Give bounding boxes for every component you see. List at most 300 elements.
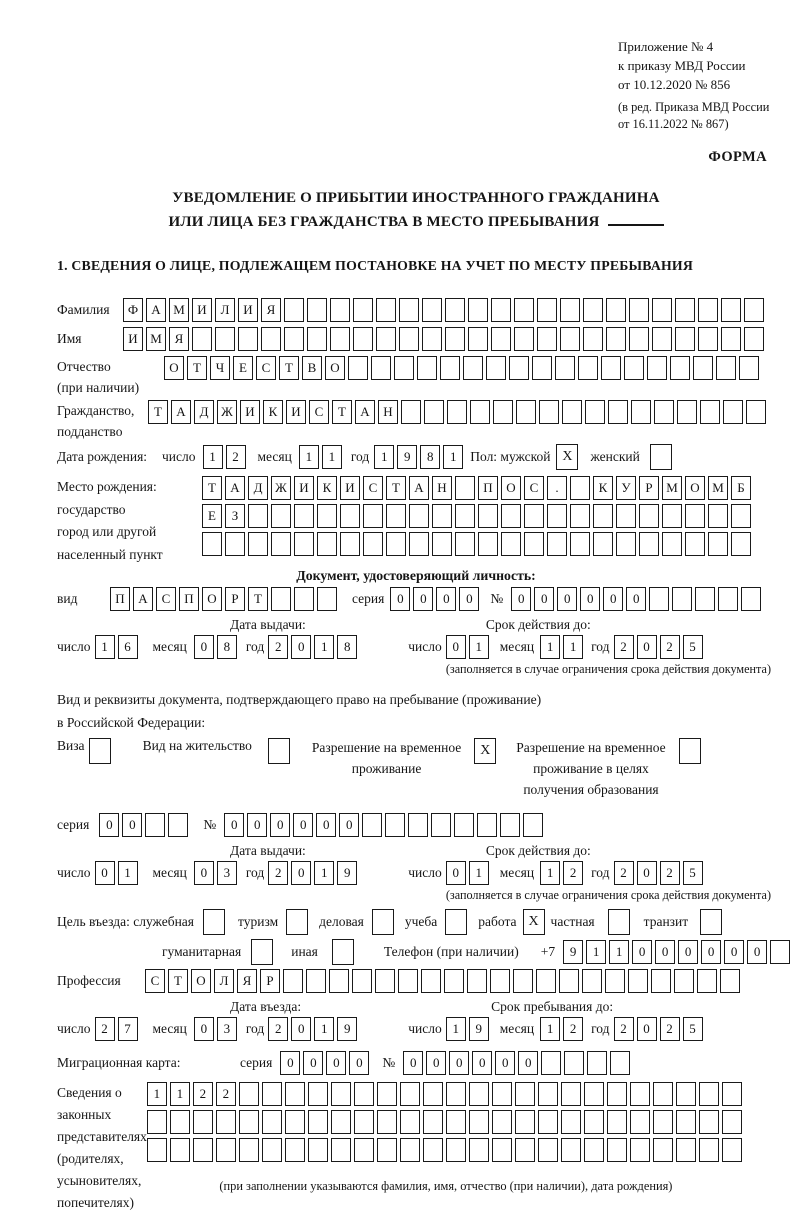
form-cell[interactable]: 2 <box>193 1082 213 1106</box>
form-cell[interactable] <box>639 504 659 528</box>
form-cell[interactable] <box>718 587 738 611</box>
form-cell[interactable]: А <box>355 400 375 424</box>
form-cell[interactable] <box>628 969 648 993</box>
form-cell[interactable]: 1 <box>563 635 583 659</box>
form-cell[interactable] <box>584 1082 604 1106</box>
form-cell[interactable] <box>329 969 349 993</box>
form-cell[interactable] <box>284 327 304 351</box>
form-cell[interactable] <box>377 1082 397 1106</box>
form-cell[interactable]: 0 <box>280 1051 300 1075</box>
form-cell[interactable] <box>261 327 281 351</box>
form-cell[interactable] <box>559 969 579 993</box>
form-cell[interactable]: Я <box>237 969 257 993</box>
form-cell[interactable]: 1 <box>314 861 334 885</box>
visa-checkbox[interactable] <box>89 738 111 764</box>
form-cell[interactable]: Е <box>233 356 253 380</box>
form-cell[interactable] <box>444 969 464 993</box>
form-cell[interactable]: С <box>145 969 165 993</box>
form-cell[interactable] <box>570 532 590 556</box>
form-cell[interactable]: 8 <box>420 445 440 469</box>
form-cell[interactable]: 0 <box>449 1051 469 1075</box>
form-cell[interactable] <box>354 1138 374 1162</box>
form-cell[interactable]: З <box>225 504 245 528</box>
form-cell[interactable] <box>647 356 667 380</box>
form-cell[interactable] <box>570 504 590 528</box>
form-cell[interactable] <box>731 532 751 556</box>
form-cell[interactable]: 0 <box>603 587 623 611</box>
form-cell[interactable]: 1 <box>299 445 319 469</box>
form-cell[interactable] <box>770 940 790 964</box>
form-cell[interactable] <box>515 1082 535 1106</box>
form-cell[interactable]: 0 <box>472 1051 492 1075</box>
form-cell[interactable]: Н <box>432 476 452 500</box>
form-cell[interactable] <box>523 813 543 837</box>
form-cell[interactable] <box>739 356 759 380</box>
form-cell[interactable]: Т <box>168 969 188 993</box>
form-cell[interactable] <box>354 1110 374 1134</box>
form-cell[interactable] <box>423 1082 443 1106</box>
form-cell[interactable] <box>478 532 498 556</box>
form-cell[interactable] <box>239 1082 259 1106</box>
form-cell[interactable]: А <box>409 476 429 500</box>
form-cell[interactable]: 5 <box>683 861 703 885</box>
form-cell[interactable] <box>722 1082 742 1106</box>
form-cell[interactable]: 1 <box>374 445 394 469</box>
form-cell[interactable]: 9 <box>563 940 583 964</box>
form-cell[interactable]: 0 <box>293 813 313 837</box>
form-cell[interactable] <box>147 1138 167 1162</box>
form-cell[interactable] <box>651 969 671 993</box>
form-cell[interactable]: 2 <box>614 635 634 659</box>
purpose-study-checkbox[interactable] <box>445 909 467 935</box>
form-cell[interactable] <box>601 356 621 380</box>
form-cell[interactable]: М <box>662 476 682 500</box>
form-cell[interactable] <box>417 356 437 380</box>
form-cell[interactable] <box>170 1138 190 1162</box>
form-cell[interactable]: 0 <box>724 940 744 964</box>
form-cell[interactable]: 2 <box>95 1017 115 1041</box>
form-cell[interactable] <box>514 298 534 322</box>
form-cell[interactable]: 0 <box>95 861 115 885</box>
form-cell[interactable] <box>408 813 428 837</box>
form-cell[interactable]: 0 <box>655 940 675 964</box>
rvp-edu-checkbox[interactable] <box>679 738 701 764</box>
form-cell[interactable] <box>490 969 510 993</box>
form-cell[interactable]: Т <box>332 400 352 424</box>
form-cell[interactable] <box>170 1110 190 1134</box>
form-cell[interactable] <box>354 1082 374 1106</box>
form-cell[interactable] <box>248 504 268 528</box>
form-cell[interactable] <box>331 1138 351 1162</box>
form-cell[interactable] <box>670 356 690 380</box>
form-cell[interactable] <box>424 400 444 424</box>
form-cell[interactable]: 0 <box>678 940 698 964</box>
form-cell[interactable] <box>708 504 728 528</box>
form-cell[interactable] <box>317 532 337 556</box>
form-cell[interactable]: М <box>708 476 728 500</box>
form-cell[interactable]: 0 <box>557 587 577 611</box>
form-cell[interactable] <box>744 327 764 351</box>
form-cell[interactable] <box>469 1138 489 1162</box>
form-cell[interactable] <box>539 400 559 424</box>
form-cell[interactable] <box>470 400 490 424</box>
form-cell[interactable] <box>653 1110 673 1134</box>
form-cell[interactable] <box>593 532 613 556</box>
form-cell[interactable] <box>192 327 212 351</box>
form-cell[interactable]: Ч <box>210 356 230 380</box>
form-cell[interactable]: А <box>225 476 245 500</box>
form-cell[interactable] <box>469 1082 489 1106</box>
form-cell[interactable]: 0 <box>99 813 119 837</box>
form-cell[interactable] <box>677 400 697 424</box>
form-cell[interactable]: 0 <box>426 1051 446 1075</box>
form-cell[interactable]: К <box>263 400 283 424</box>
form-cell[interactable]: Т <box>202 476 222 500</box>
form-cell[interactable] <box>515 1138 535 1162</box>
form-cell[interactable]: 0 <box>122 813 142 837</box>
form-cell[interactable]: И <box>294 476 314 500</box>
form-cell[interactable]: В <box>302 356 322 380</box>
form-cell[interactable] <box>501 532 521 556</box>
form-cell[interactable]: П <box>110 587 130 611</box>
form-cell[interactable] <box>446 1082 466 1106</box>
form-cell[interactable] <box>362 813 382 837</box>
form-cell[interactable] <box>399 298 419 322</box>
form-cell[interactable]: 2 <box>268 1017 288 1041</box>
form-cell[interactable] <box>723 400 743 424</box>
form-cell[interactable] <box>306 969 326 993</box>
form-cell[interactable] <box>685 532 705 556</box>
form-cell[interactable] <box>371 356 391 380</box>
form-cell[interactable]: 0 <box>247 813 267 837</box>
form-cell[interactable]: 0 <box>626 587 646 611</box>
form-cell[interactable] <box>700 400 720 424</box>
form-cell[interactable]: 0 <box>701 940 721 964</box>
form-cell[interactable] <box>193 1110 213 1134</box>
form-cell[interactable] <box>363 504 383 528</box>
form-cell[interactable]: 9 <box>337 861 357 885</box>
form-cell[interactable] <box>225 532 245 556</box>
form-cell[interactable] <box>560 327 580 351</box>
form-cell[interactable]: 3 <box>217 1017 237 1041</box>
form-cell[interactable] <box>537 327 557 351</box>
form-cell[interactable]: О <box>164 356 184 380</box>
form-cell[interactable] <box>340 532 360 556</box>
form-cell[interactable]: С <box>524 476 544 500</box>
form-cell[interactable]: Т <box>279 356 299 380</box>
form-cell[interactable]: 1 <box>203 445 223 469</box>
form-cell[interactable] <box>685 504 705 528</box>
form-cell[interactable] <box>376 298 396 322</box>
form-cell[interactable]: 1 <box>95 635 115 659</box>
form-cell[interactable] <box>547 532 567 556</box>
form-cell[interactable]: 0 <box>632 940 652 964</box>
form-cell[interactable] <box>662 532 682 556</box>
form-cell[interactable] <box>375 969 395 993</box>
purpose-official-checkbox[interactable] <box>203 909 225 935</box>
form-cell[interactable] <box>582 969 602 993</box>
form-cell[interactable] <box>606 327 626 351</box>
form-cell[interactable]: 9 <box>337 1017 357 1041</box>
form-cell[interactable] <box>639 532 659 556</box>
form-cell[interactable] <box>515 1110 535 1134</box>
form-cell[interactable] <box>317 504 337 528</box>
form-cell[interactable] <box>307 327 327 351</box>
form-cell[interactable]: Л <box>215 298 235 322</box>
form-cell[interactable]: 9 <box>469 1017 489 1041</box>
form-cell[interactable] <box>584 1110 604 1134</box>
form-cell[interactable]: 2 <box>614 1017 634 1041</box>
form-cell[interactable]: 5 <box>683 635 703 659</box>
form-cell[interactable] <box>699 1138 719 1162</box>
form-cell[interactable] <box>423 1138 443 1162</box>
form-cell[interactable] <box>562 400 582 424</box>
form-cell[interactable]: 0 <box>291 1017 311 1041</box>
form-cell[interactable] <box>631 400 651 424</box>
form-cell[interactable]: И <box>123 327 143 351</box>
form-cell[interactable]: 1 <box>609 940 629 964</box>
form-cell[interactable] <box>583 327 603 351</box>
form-cell[interactable] <box>516 400 536 424</box>
form-cell[interactable] <box>500 813 520 837</box>
form-cell[interactable] <box>168 813 188 837</box>
form-cell[interactable] <box>468 327 488 351</box>
form-cell[interactable]: О <box>202 587 222 611</box>
form-cell[interactable]: 0 <box>270 813 290 837</box>
form-cell[interactable]: 0 <box>316 813 336 837</box>
form-cell[interactable] <box>308 1082 328 1106</box>
form-cell[interactable]: 9 <box>397 445 417 469</box>
form-cell[interactable] <box>570 476 590 500</box>
form-cell[interactable]: И <box>286 400 306 424</box>
form-cell[interactable] <box>399 327 419 351</box>
form-cell[interactable]: 0 <box>413 587 433 611</box>
form-cell[interactable] <box>284 298 304 322</box>
form-cell[interactable]: 0 <box>339 813 359 837</box>
form-cell[interactable] <box>447 400 467 424</box>
form-cell[interactable] <box>455 504 475 528</box>
form-cell[interactable] <box>308 1138 328 1162</box>
form-cell[interactable] <box>676 1110 696 1134</box>
residence-permit-checkbox[interactable] <box>268 738 290 764</box>
form-cell[interactable]: 2 <box>563 1017 583 1041</box>
form-cell[interactable]: 0 <box>534 587 554 611</box>
form-cell[interactable] <box>654 400 674 424</box>
form-cell[interactable] <box>607 1082 627 1106</box>
form-cell[interactable] <box>720 969 740 993</box>
purpose-business-checkbox[interactable] <box>372 909 394 935</box>
form-cell[interactable]: 1 <box>322 445 342 469</box>
form-cell[interactable]: 1 <box>586 940 606 964</box>
form-cell[interactable] <box>422 327 442 351</box>
form-cell[interactable] <box>564 1051 584 1075</box>
form-cell[interactable]: Н <box>378 400 398 424</box>
form-cell[interactable]: Д <box>194 400 214 424</box>
form-cell[interactable]: Я <box>169 327 189 351</box>
form-cell[interactable] <box>537 298 557 322</box>
form-cell[interactable]: 0 <box>291 635 311 659</box>
form-cell[interactable]: 5 <box>683 1017 703 1041</box>
form-cell[interactable]: 0 <box>637 861 657 885</box>
form-cell[interactable] <box>400 1110 420 1134</box>
form-cell[interactable] <box>624 356 644 380</box>
form-cell[interactable]: С <box>363 476 383 500</box>
form-cell[interactable] <box>698 327 718 351</box>
form-cell[interactable] <box>607 1110 627 1134</box>
form-cell[interactable] <box>561 1082 581 1106</box>
form-cell[interactable] <box>662 504 682 528</box>
form-cell[interactable]: С <box>309 400 329 424</box>
form-cell[interactable]: 0 <box>637 635 657 659</box>
rvp-checkbox[interactable]: X <box>474 738 496 764</box>
form-cell[interactable] <box>583 298 603 322</box>
form-cell[interactable] <box>215 327 235 351</box>
form-cell[interactable] <box>653 1082 673 1106</box>
form-cell[interactable] <box>501 504 521 528</box>
form-cell[interactable]: С <box>156 587 176 611</box>
form-cell[interactable] <box>446 1138 466 1162</box>
form-cell[interactable] <box>538 1138 558 1162</box>
form-cell[interactable]: А <box>146 298 166 322</box>
form-cell[interactable] <box>331 1110 351 1134</box>
form-cell[interactable]: И <box>192 298 212 322</box>
form-cell[interactable] <box>409 504 429 528</box>
form-cell[interactable] <box>699 1110 719 1134</box>
form-cell[interactable] <box>421 969 441 993</box>
form-cell[interactable]: 0 <box>518 1051 538 1075</box>
form-cell[interactable]: 0 <box>446 861 466 885</box>
form-cell[interactable] <box>493 400 513 424</box>
form-cell[interactable] <box>285 1110 305 1134</box>
form-cell[interactable] <box>468 298 488 322</box>
form-cell[interactable]: О <box>191 969 211 993</box>
form-cell[interactable] <box>262 1138 282 1162</box>
form-cell[interactable]: К <box>317 476 337 500</box>
form-cell[interactable]: П <box>478 476 498 500</box>
form-cell[interactable] <box>455 476 475 500</box>
form-cell[interactable]: 0 <box>194 635 214 659</box>
form-cell[interactable] <box>445 327 465 351</box>
form-cell[interactable] <box>629 327 649 351</box>
form-cell[interactable] <box>492 1138 512 1162</box>
form-cell[interactable]: 1 <box>170 1082 190 1106</box>
form-cell[interactable] <box>561 1138 581 1162</box>
form-cell[interactable] <box>674 969 694 993</box>
form-cell[interactable] <box>616 532 636 556</box>
form-cell[interactable]: М <box>146 327 166 351</box>
form-cell[interactable] <box>440 356 460 380</box>
form-cell[interactable] <box>376 327 396 351</box>
form-cell[interactable] <box>649 587 669 611</box>
form-cell[interactable] <box>340 504 360 528</box>
form-cell[interactable] <box>744 298 764 322</box>
form-cell[interactable] <box>630 1082 650 1106</box>
form-cell[interactable] <box>422 298 442 322</box>
form-cell[interactable] <box>578 356 598 380</box>
purpose-private-checkbox[interactable] <box>608 909 630 935</box>
form-cell[interactable]: Т <box>187 356 207 380</box>
form-cell[interactable] <box>731 504 751 528</box>
form-cell[interactable] <box>722 1138 742 1162</box>
form-cell[interactable] <box>394 356 414 380</box>
form-cell[interactable]: Р <box>260 969 280 993</box>
form-cell[interactable] <box>308 1110 328 1134</box>
form-cell[interactable]: Т <box>148 400 168 424</box>
form-cell[interactable] <box>248 532 268 556</box>
form-cell[interactable] <box>202 532 222 556</box>
form-cell[interactable] <box>608 400 628 424</box>
form-cell[interactable]: Р <box>225 587 245 611</box>
form-cell[interactable]: 1 <box>469 635 489 659</box>
form-cell[interactable] <box>721 327 741 351</box>
form-cell[interactable] <box>432 532 452 556</box>
form-cell[interactable]: 2 <box>614 861 634 885</box>
form-cell[interactable] <box>377 1138 397 1162</box>
form-cell[interactable]: 2 <box>268 635 288 659</box>
form-cell[interactable] <box>741 587 761 611</box>
form-cell[interactable] <box>697 969 717 993</box>
form-cell[interactable] <box>492 1082 512 1106</box>
form-cell[interactable]: Т <box>386 476 406 500</box>
form-cell[interactable]: О <box>325 356 345 380</box>
form-cell[interactable]: 2 <box>268 861 288 885</box>
form-cell[interactable] <box>271 532 291 556</box>
form-cell[interactable] <box>386 504 406 528</box>
form-cell[interactable]: А <box>133 587 153 611</box>
sex-female-checkbox[interactable] <box>650 444 672 470</box>
form-cell[interactable]: 0 <box>459 587 479 611</box>
form-cell[interactable] <box>708 532 728 556</box>
form-cell[interactable] <box>239 1138 259 1162</box>
form-cell[interactable] <box>513 969 533 993</box>
form-cell[interactable] <box>538 1110 558 1134</box>
form-cell[interactable] <box>584 1138 604 1162</box>
form-cell[interactable] <box>652 298 672 322</box>
form-cell[interactable]: 0 <box>224 813 244 837</box>
form-cell[interactable]: Б <box>731 476 751 500</box>
form-cell[interactable] <box>363 532 383 556</box>
form-cell[interactable]: 0 <box>349 1051 369 1075</box>
form-cell[interactable] <box>630 1110 650 1134</box>
form-cell[interactable] <box>716 356 736 380</box>
form-cell[interactable] <box>469 1110 489 1134</box>
form-cell[interactable] <box>616 504 636 528</box>
form-cell[interactable]: И <box>240 400 260 424</box>
form-cell[interactable]: 0 <box>194 1017 214 1041</box>
form-cell[interactable]: 2 <box>563 861 583 885</box>
form-cell[interactable] <box>216 1110 236 1134</box>
form-cell[interactable] <box>524 532 544 556</box>
form-cell[interactable] <box>145 813 165 837</box>
purpose-work-checkbox[interactable]: X <box>523 909 545 935</box>
form-cell[interactable]: П <box>179 587 199 611</box>
form-cell[interactable] <box>561 1110 581 1134</box>
form-cell[interactable] <box>400 1138 420 1162</box>
form-cell[interactable] <box>294 504 314 528</box>
form-cell[interactable]: Д <box>248 476 268 500</box>
form-cell[interactable]: 0 <box>194 861 214 885</box>
form-cell[interactable] <box>317 587 337 611</box>
form-cell[interactable]: 0 <box>303 1051 323 1075</box>
form-cell[interactable] <box>348 356 368 380</box>
form-cell[interactable] <box>386 532 406 556</box>
form-cell[interactable]: 7 <box>118 1017 138 1041</box>
form-cell[interactable] <box>398 969 418 993</box>
form-cell[interactable] <box>722 1110 742 1134</box>
form-cell[interactable] <box>699 1082 719 1106</box>
form-cell[interactable] <box>610 1051 630 1075</box>
form-cell[interactable]: 2 <box>216 1082 236 1106</box>
